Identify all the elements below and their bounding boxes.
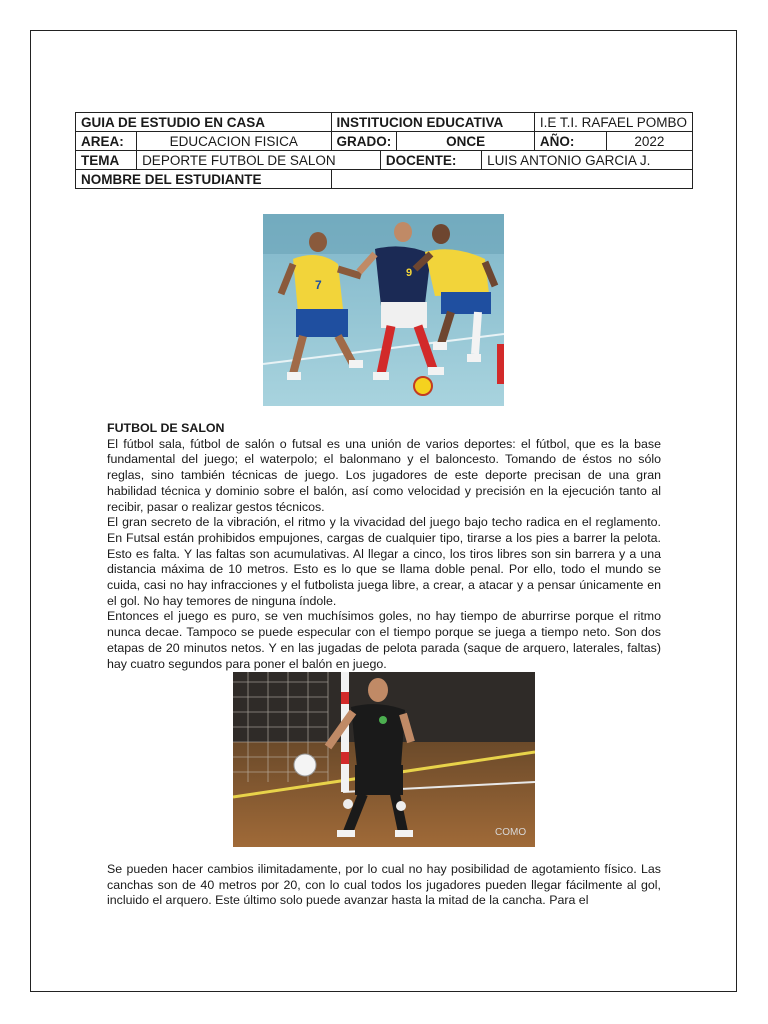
paragraph-3: Entonces el juego es puro, se ven muchísimos goles, no hay tiempo de aburrirse porque el ritmo nunca decae. Tampoco se puede especular con el tiempo porque se juega a tiempo neto. Son dos etapas de 20 minutos netos. Y en las jugadas de pelota parada (saque de arquero, laterales, faltas) hay cuatro segundos para poner el balón en juego. bbox=[107, 609, 661, 671]
paragraph-2: El gran secreto de la vibración, el ritmo y la vivacidad del juego bajo techo radica en el reglamento. En Futsal están prohibidos empujones, cargas de cualquier tipo, tirarse a los pies a barrer la pelota. Esto es falta. Y las faltas son acumulativas. Al llegar a cinco, los tiros libres son sin barrera y a una distancia máxima de 10 metros. Esto es lo que se llama doble penal. Por ello, todo el mundo se cuida, casi no hay infracciones y el futbolista juega libre, a crear, a atacar y a pensar únicamente en el gol. No hay temores de ninguna índole. bbox=[107, 515, 661, 608]
article-body-1 bbox=[107, 421, 661, 672]
grado-value: ONCE bbox=[397, 132, 535, 151]
header-row-2 bbox=[76, 132, 693, 151]
section-title: FUTBOL DE SALON bbox=[107, 421, 225, 435]
grado-label: GRADO: bbox=[331, 132, 397, 151]
estudiante-label: NOMBRE DEL ESTUDIANTE bbox=[76, 170, 332, 189]
paragraph-4: Se pueden hacer cambios ilimitadamente, por lo cual no hay posibilidad de agotamiento físico. Las canchas son de 40 metros por 20, con lo cual todos los jugadores pueden llegar fácilmente al gol, incluido el arquero. Este último solo puede avanzar hasta la mitad de la cancha. Para el bbox=[107, 862, 661, 908]
jersey-number-center: 9 bbox=[406, 267, 413, 279]
header-row-4 bbox=[76, 170, 693, 189]
futsal-goalkeeper-photo bbox=[233, 672, 535, 847]
institucion-value: I.E T.I. RAFAEL POMBO bbox=[534, 113, 692, 132]
futsal-match-photo bbox=[263, 214, 504, 406]
tema-value: DEPORTE FUTBOL DE SALON bbox=[137, 151, 381, 170]
docente-label: DOCENTE: bbox=[380, 151, 481, 170]
guia-label: GUIA DE ESTUDIO EN CASA bbox=[76, 113, 332, 132]
header-row-1 bbox=[76, 113, 693, 132]
area-value: EDUCACION FISICA bbox=[137, 132, 331, 151]
article-body-2 bbox=[107, 862, 661, 909]
futsal-goalkeeper-illustration bbox=[233, 672, 535, 847]
paragraph-1: El fútbol sala, fútbol de salón o futsal es una unión de varios deportes: el fútbol, que es la base fundamental del juego; el waterpolo; el balonmano y el baloncesto. Tomando de éstos no sólo reglas, sino también técnicas de juego. Los jugadores de este deporte precisan de una gran habilidad técnica y dominio sobre el balón, así como velocidad y precisión en la ejecución tanto al recibir, pasar o realizar gestos técnicos. bbox=[107, 436, 661, 514]
institucion-label: INSTITUCION EDUCATIVA bbox=[331, 113, 534, 132]
futsal-match-illustration bbox=[263, 214, 504, 406]
study-guide-header-table bbox=[75, 112, 693, 189]
area-label: AREA: bbox=[76, 132, 137, 151]
tema-label: TEMA bbox=[76, 151, 137, 170]
jersey-number-left: 7 bbox=[315, 278, 322, 292]
ano-value: 2022 bbox=[606, 132, 692, 151]
ano-label: AÑO: bbox=[534, 132, 606, 151]
estudiante-value-field[interactable] bbox=[331, 170, 692, 189]
docente-value: LUIS ANTONIO GARCIA J. bbox=[482, 151, 693, 170]
photo-watermark: COMO bbox=[495, 827, 527, 838]
header-row-3 bbox=[76, 151, 693, 170]
